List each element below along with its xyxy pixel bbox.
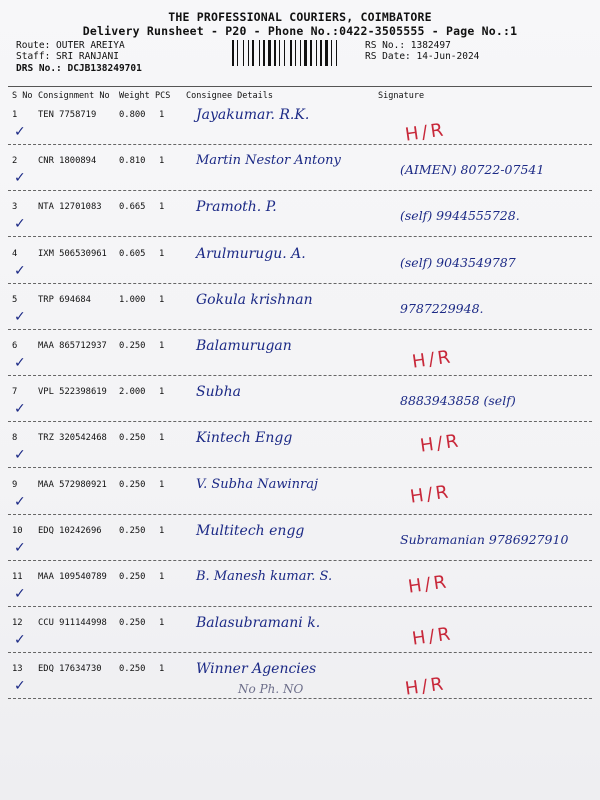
row-consignee-handwritten: Multitech engg: [196, 523, 305, 539]
drs-label: DRS No.: DCJB138249701: [16, 63, 142, 74]
row-signature-hr: H/R: [408, 481, 453, 508]
row-signature-handwritten: 8883943858 (self): [400, 393, 516, 408]
row-divider: [8, 421, 592, 422]
row-consignee-handwritten: V. Subha Nawinraj: [196, 477, 319, 492]
barcode-bar: [320, 40, 322, 66]
row-signature-hr: H/R: [403, 673, 448, 700]
row-consignment-no: IXM 506530961: [38, 249, 107, 259]
row-consignment-no: TRZ 320542468: [38, 433, 107, 443]
row-signature-handwritten: (self) 9043549787: [400, 255, 516, 270]
col-pcs: PCS: [155, 91, 171, 101]
row-sno: 1: [12, 110, 18, 120]
barcode-bar: [274, 40, 276, 66]
company-title: THE PROFESSIONAL COURIERS, COIMBATORE: [168, 10, 432, 24]
barcode-bar: [255, 40, 258, 66]
barcode-bar: [259, 40, 260, 66]
check-mark-icon: ✓: [14, 355, 26, 371]
check-mark-icon: ✓: [14, 494, 26, 510]
row-divider: [8, 514, 592, 515]
barcode-bar: [277, 40, 278, 66]
row-divider: [8, 560, 592, 561]
row-divider: [8, 652, 592, 653]
row-weight: 0.800: [119, 110, 146, 120]
row-note: No Ph. NO: [238, 682, 304, 696]
row-divider: [8, 283, 592, 284]
barcode-bar: [272, 40, 273, 66]
barcode-bar: [304, 40, 307, 66]
row-consignee-handwritten: Winner Agencies: [196, 661, 317, 677]
row-consignment-no: EDQ 10242696: [38, 526, 102, 536]
row-pcs: 1: [159, 202, 165, 212]
barcode-bar: [279, 40, 280, 66]
row-pcs: 1: [159, 572, 165, 582]
row-sno: 3: [12, 202, 18, 212]
barcode-bar: [329, 40, 330, 66]
row-pcs: 1: [159, 618, 165, 628]
barcode-bar: [290, 40, 292, 66]
check-mark-icon: ✓: [14, 216, 26, 232]
row-consignment-no: CNR 1800894: [38, 156, 97, 166]
barcode-bar: [308, 40, 309, 66]
rs-date-label: RS Date: 14-Jun-2024: [365, 51, 480, 62]
barcode-bar: [261, 40, 262, 66]
barcode-bar: [316, 40, 317, 66]
row-consignment-no: EDQ 17634730: [38, 664, 102, 674]
row-divider: [8, 698, 592, 699]
row-consignment-no: VPL 522398619: [38, 387, 107, 397]
row-consignee-handwritten: Martin Nestor Antony: [196, 153, 341, 168]
barcode-bar: [331, 40, 332, 66]
check-mark-icon: ✓: [14, 632, 26, 648]
col-sno: S No: [12, 91, 33, 101]
row-weight: 0.665: [119, 202, 146, 212]
barcode-bar: [232, 40, 234, 66]
row-consignee-handwritten: Balamurugan: [196, 338, 292, 354]
row-pcs: 1: [159, 156, 165, 166]
barcode-bar: [284, 40, 285, 66]
check-mark-icon: ✓: [14, 170, 26, 186]
row-signature-handwritten: 9787229948.: [400, 301, 484, 316]
row-divider: [8, 329, 592, 330]
check-mark-icon: ✓: [14, 309, 26, 325]
barcode-bar: [286, 40, 289, 66]
route-label: Route: OUTER AREIYA: [16, 40, 125, 51]
row-signature-hr: H/R: [406, 571, 451, 598]
rs-no-label: RS No.: 1382497: [365, 40, 451, 51]
row-weight: 1.000: [119, 295, 146, 305]
col-consignment: Consignment No: [38, 91, 110, 101]
row-sno: 10: [12, 526, 23, 536]
row-signature-handwritten: Subramanian 9786927910: [400, 532, 569, 547]
check-mark-icon: ✓: [14, 401, 26, 417]
barcode-bar: [239, 40, 242, 66]
row-consignee-handwritten: Balasubramani k.: [196, 615, 321, 631]
row-signature-handwritten: (AIMEN) 80722-07541: [400, 162, 545, 177]
row-weight: 0.250: [119, 341, 146, 351]
barcode-bar: [325, 40, 328, 66]
row-signature-hr: H/R: [403, 119, 448, 146]
check-mark-icon: ✓: [14, 263, 26, 279]
row-consignment-no: MAA 572980921: [38, 480, 107, 490]
row-consignee-handwritten: Pramoth. P.: [196, 199, 277, 215]
barcode: [232, 40, 358, 66]
barcode-bar: [281, 40, 283, 66]
barcode-bar: [266, 40, 267, 66]
row-sno: 4: [12, 249, 18, 259]
barcode-bar: [295, 40, 296, 66]
row-pcs: 1: [159, 249, 165, 259]
row-signature-hr: H/R: [410, 623, 455, 650]
row-pcs: 1: [159, 341, 165, 351]
row-pcs: 1: [159, 387, 165, 397]
row-divider: [8, 606, 592, 607]
row-consignment-no: CCU 911144998: [38, 618, 107, 628]
check-mark-icon: ✓: [14, 447, 26, 463]
row-consignment-no: MAA 865712937: [38, 341, 107, 351]
row-pcs: 1: [159, 480, 165, 490]
row-consignee-handwritten: Arulmurugu. A.: [196, 246, 306, 262]
row-weight: 0.810: [119, 156, 146, 166]
row-divider: [8, 375, 592, 376]
check-mark-icon: ✓: [14, 124, 26, 140]
barcode-bar: [333, 40, 335, 66]
col-weight: Weight: [119, 91, 150, 101]
row-consignee-handwritten: B. Manesh kumar. S.: [196, 569, 333, 584]
header-top-rule: [8, 86, 592, 87]
row-divider: [8, 190, 592, 191]
check-mark-icon: ✓: [14, 678, 26, 694]
row-signature-hr: H/R: [418, 430, 463, 457]
barcode-bar: [338, 40, 340, 66]
row-sno: 12: [12, 618, 23, 628]
row-pcs: 1: [159, 110, 165, 120]
row-consignee-handwritten: Jayakumar. R.K.: [196, 107, 310, 123]
row-sno: 5: [12, 295, 18, 305]
barcode-bar: [268, 40, 271, 66]
row-consignment-no: MAA 109540789: [38, 572, 107, 582]
barcode-bar: [293, 40, 294, 66]
runsheet-subtitle: Delivery Runsheet - P20 - Phone No.:0422-3505555 - Page No.:1: [82, 24, 518, 38]
staff-label: Staff: SRI RANJANI: [16, 51, 119, 62]
col-signature: Signature: [378, 91, 425, 101]
row-sno: 2: [12, 156, 18, 166]
row-divider: [8, 144, 592, 145]
barcode-bar: [235, 40, 236, 66]
row-signature-hr: H/R: [410, 346, 455, 373]
row-divider: [8, 236, 592, 237]
barcode-bar: [310, 40, 312, 66]
barcode-bar: [313, 40, 315, 66]
row-pcs: 1: [159, 295, 165, 305]
barcode-bar: [297, 40, 299, 66]
row-sno: 13: [12, 664, 23, 674]
barcode-bar: [243, 40, 244, 66]
row-weight: 2.000: [119, 387, 146, 397]
barcode-bar: [248, 40, 249, 66]
row-weight: 0.250: [119, 618, 146, 628]
barcode-bar: [300, 40, 301, 66]
row-divider: [8, 467, 592, 468]
barcode-bar: [302, 40, 303, 66]
row-weight: 0.250: [119, 664, 146, 674]
barcode-bar: [252, 40, 254, 66]
row-consignment-no: TRP 694684: [38, 295, 91, 305]
row-weight: 0.250: [119, 433, 146, 443]
check-mark-icon: ✓: [14, 540, 26, 556]
check-mark-icon: ✓: [14, 586, 26, 602]
row-pcs: 1: [159, 664, 165, 674]
barcode-bar: [336, 40, 337, 66]
row-sno: 11: [12, 572, 23, 582]
barcode-bar: [318, 40, 319, 66]
row-weight: 0.250: [119, 526, 146, 536]
row-signature-handwritten: (self) 9944555728.: [400, 208, 520, 223]
col-consignee: Consignee Details: [186, 91, 273, 101]
row-consignee-handwritten: Kintech Engg: [196, 430, 293, 446]
row-consignee-handwritten: Subha: [196, 384, 241, 400]
row-consignee-handwritten: Gokula krishnan: [196, 292, 313, 308]
barcode-bar: [250, 40, 251, 66]
row-consignment-no: TEN 7758719: [38, 110, 97, 120]
row-sno: 6: [12, 341, 18, 351]
row-sno: 7: [12, 387, 18, 397]
row-sno: 9: [12, 480, 18, 490]
row-pcs: 1: [159, 526, 165, 536]
row-consignment-no: NTA 12701083: [38, 202, 102, 212]
barcode-bar: [263, 40, 265, 66]
row-weight: 0.250: [119, 572, 146, 582]
barcode-bar: [237, 40, 238, 66]
row-weight: 0.605: [119, 249, 146, 259]
barcode-bar: [245, 40, 247, 66]
row-weight: 0.250: [119, 480, 146, 490]
row-sno: 8: [12, 433, 18, 443]
row-pcs: 1: [159, 433, 165, 443]
barcode-bar: [323, 40, 324, 66]
